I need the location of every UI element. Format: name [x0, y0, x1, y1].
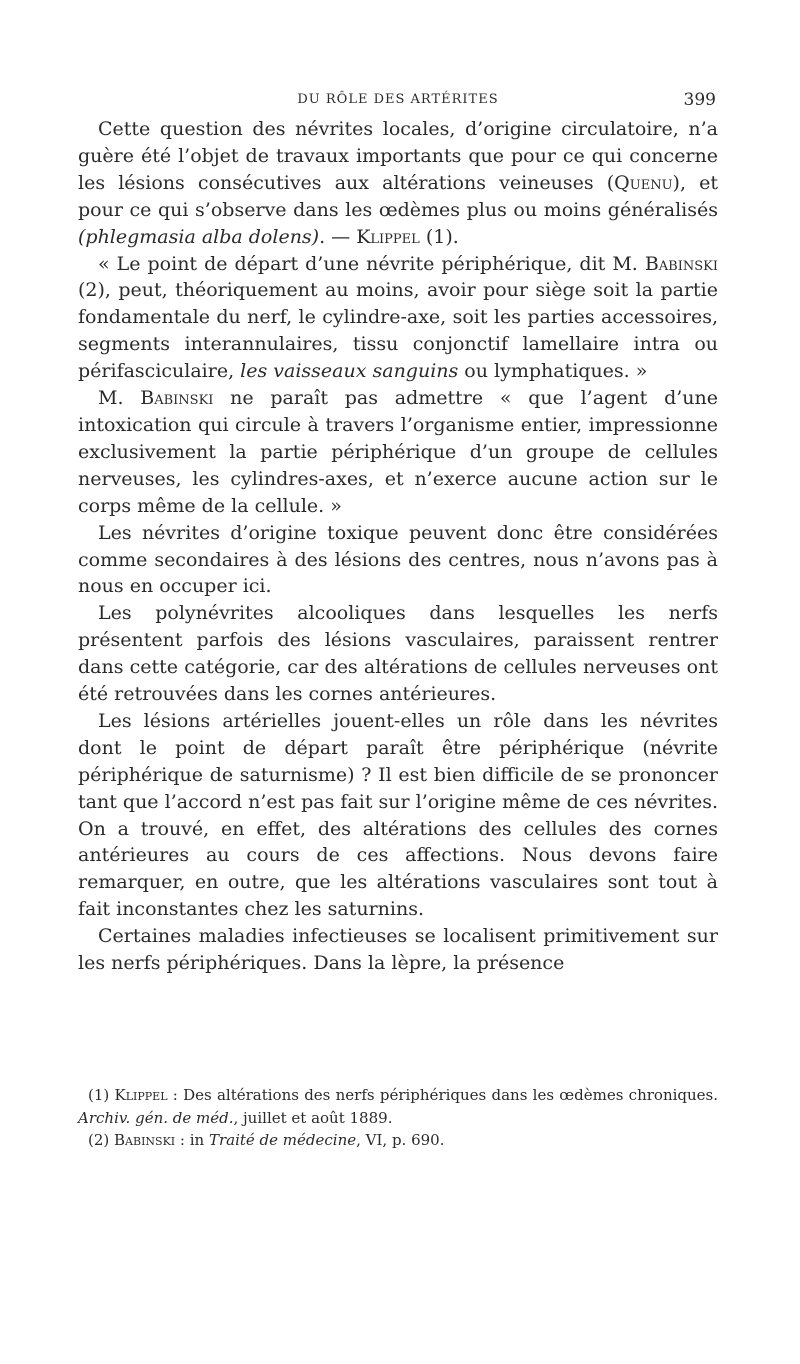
footnote-2	[78, 1129, 718, 1152]
italic-term: les vaisseaux sanguins	[240, 360, 459, 383]
author-name: Klippel	[114, 1086, 168, 1104]
italic-term: Archiv. gén. de méd.	[78, 1108, 234, 1127]
text: « Le point de départ d’une névrite périphérique, dit M.	[98, 252, 645, 275]
text: , VI, p. 690.	[356, 1131, 445, 1149]
text: (2), peut, théoriquement au moins, avoir pour siège soit la partie fondamentale du nerf, le cylindre-axe, soit les parties accessoires, segments interannulaires, tissu conjonctif lamellaire intra ou périfasciculaire,	[78, 279, 718, 383]
paragraph-5: Les polynévrites alcooliques dans lesquelles les nerfs présentent parfois des lésions vasculaires, paraissent rentrer dans cette catégorie, car des altérations de cellules nerveuses ont été retrouvées dans les cornes antérieures.	[78, 602, 718, 706]
running-head	[78, 92, 718, 114]
author-name: Babinski	[140, 387, 214, 410]
footnote-number: (2)	[88, 1131, 115, 1149]
paragraph-1	[78, 116, 718, 251]
paragraph-2	[78, 251, 718, 386]
text: Cette question des névrites locales, d’origine circulatoire, n’a guère été l’objet de travaux importants que pour ce qui concerne les lésions consécutives aux altérations veineuses (	[78, 118, 718, 194]
author-name: Quenu	[614, 171, 673, 194]
author-name: Babinski	[114, 1131, 176, 1149]
paragraph-3	[78, 385, 718, 520]
running-title: DU RÔLE DES ARTÉRITES	[297, 92, 499, 107]
author-name: Babinski	[644, 252, 718, 275]
text: . —	[319, 225, 357, 248]
body-text	[78, 116, 718, 977]
text: ne paraît pas admettre « que l’agent d’une intoxication qui circule à travers l’organisme entier, impressionne exclusivement la partie périphérique d’un groupe de cellules nerveuses, les cylindres-axes, et n’exerce aucune action sur le corps même de la cellule. »	[78, 387, 718, 517]
paragraph-7: Certaines maladies infectieuses se localisent primitivement sur les nerfs périphériques. Dans la lèpre, la présence	[78, 925, 718, 975]
text: (1).	[419, 225, 459, 248]
italic-term: Traité de médecine	[208, 1131, 357, 1149]
text: ou lymphatiques. »	[458, 360, 648, 383]
footnote-number: (1)	[88, 1086, 115, 1104]
paragraph-4: Les névrites d’origine toxique peuvent donc être considérées comme secondaires à des lésions des centres, nous n’avons pas à nous en occuper ici.	[78, 521, 718, 598]
footnote-1	[78, 1084, 718, 1129]
text: : Des altérations des nerfs périphériques dans les œdèmes chroniques.	[167, 1086, 719, 1104]
paragraph-6: Les lésions artérielles jouent-elles un rôle dans les névrites dont le point de départ paraît être périphérique (névrite périphérique de saturnisme) ? Il est bien difficile de se prononcer tant que l’accord n’est pas fait sur l’origine même de ces névrites. On a trouvé, en effet, des altérations des cellules des cornes antérieures au cours de ces affections. Nous devons faire remarquer, en outre, que les altérations vasculaires sont tout à fait inconstantes chez les saturnins.	[78, 709, 718, 921]
text: : in	[175, 1131, 209, 1149]
author-name: Klippel	[356, 225, 420, 248]
footnotes	[78, 1084, 718, 1152]
italic-term: (phlegmasia alba dolens)	[78, 225, 320, 248]
text: , juillet et août 1889.	[233, 1108, 393, 1127]
text: M.	[98, 387, 141, 410]
page-number: 399	[683, 90, 716, 110]
text: ), et pour ce qui s’observe dans les œdèmes plus ou moins généralisés	[78, 171, 719, 221]
